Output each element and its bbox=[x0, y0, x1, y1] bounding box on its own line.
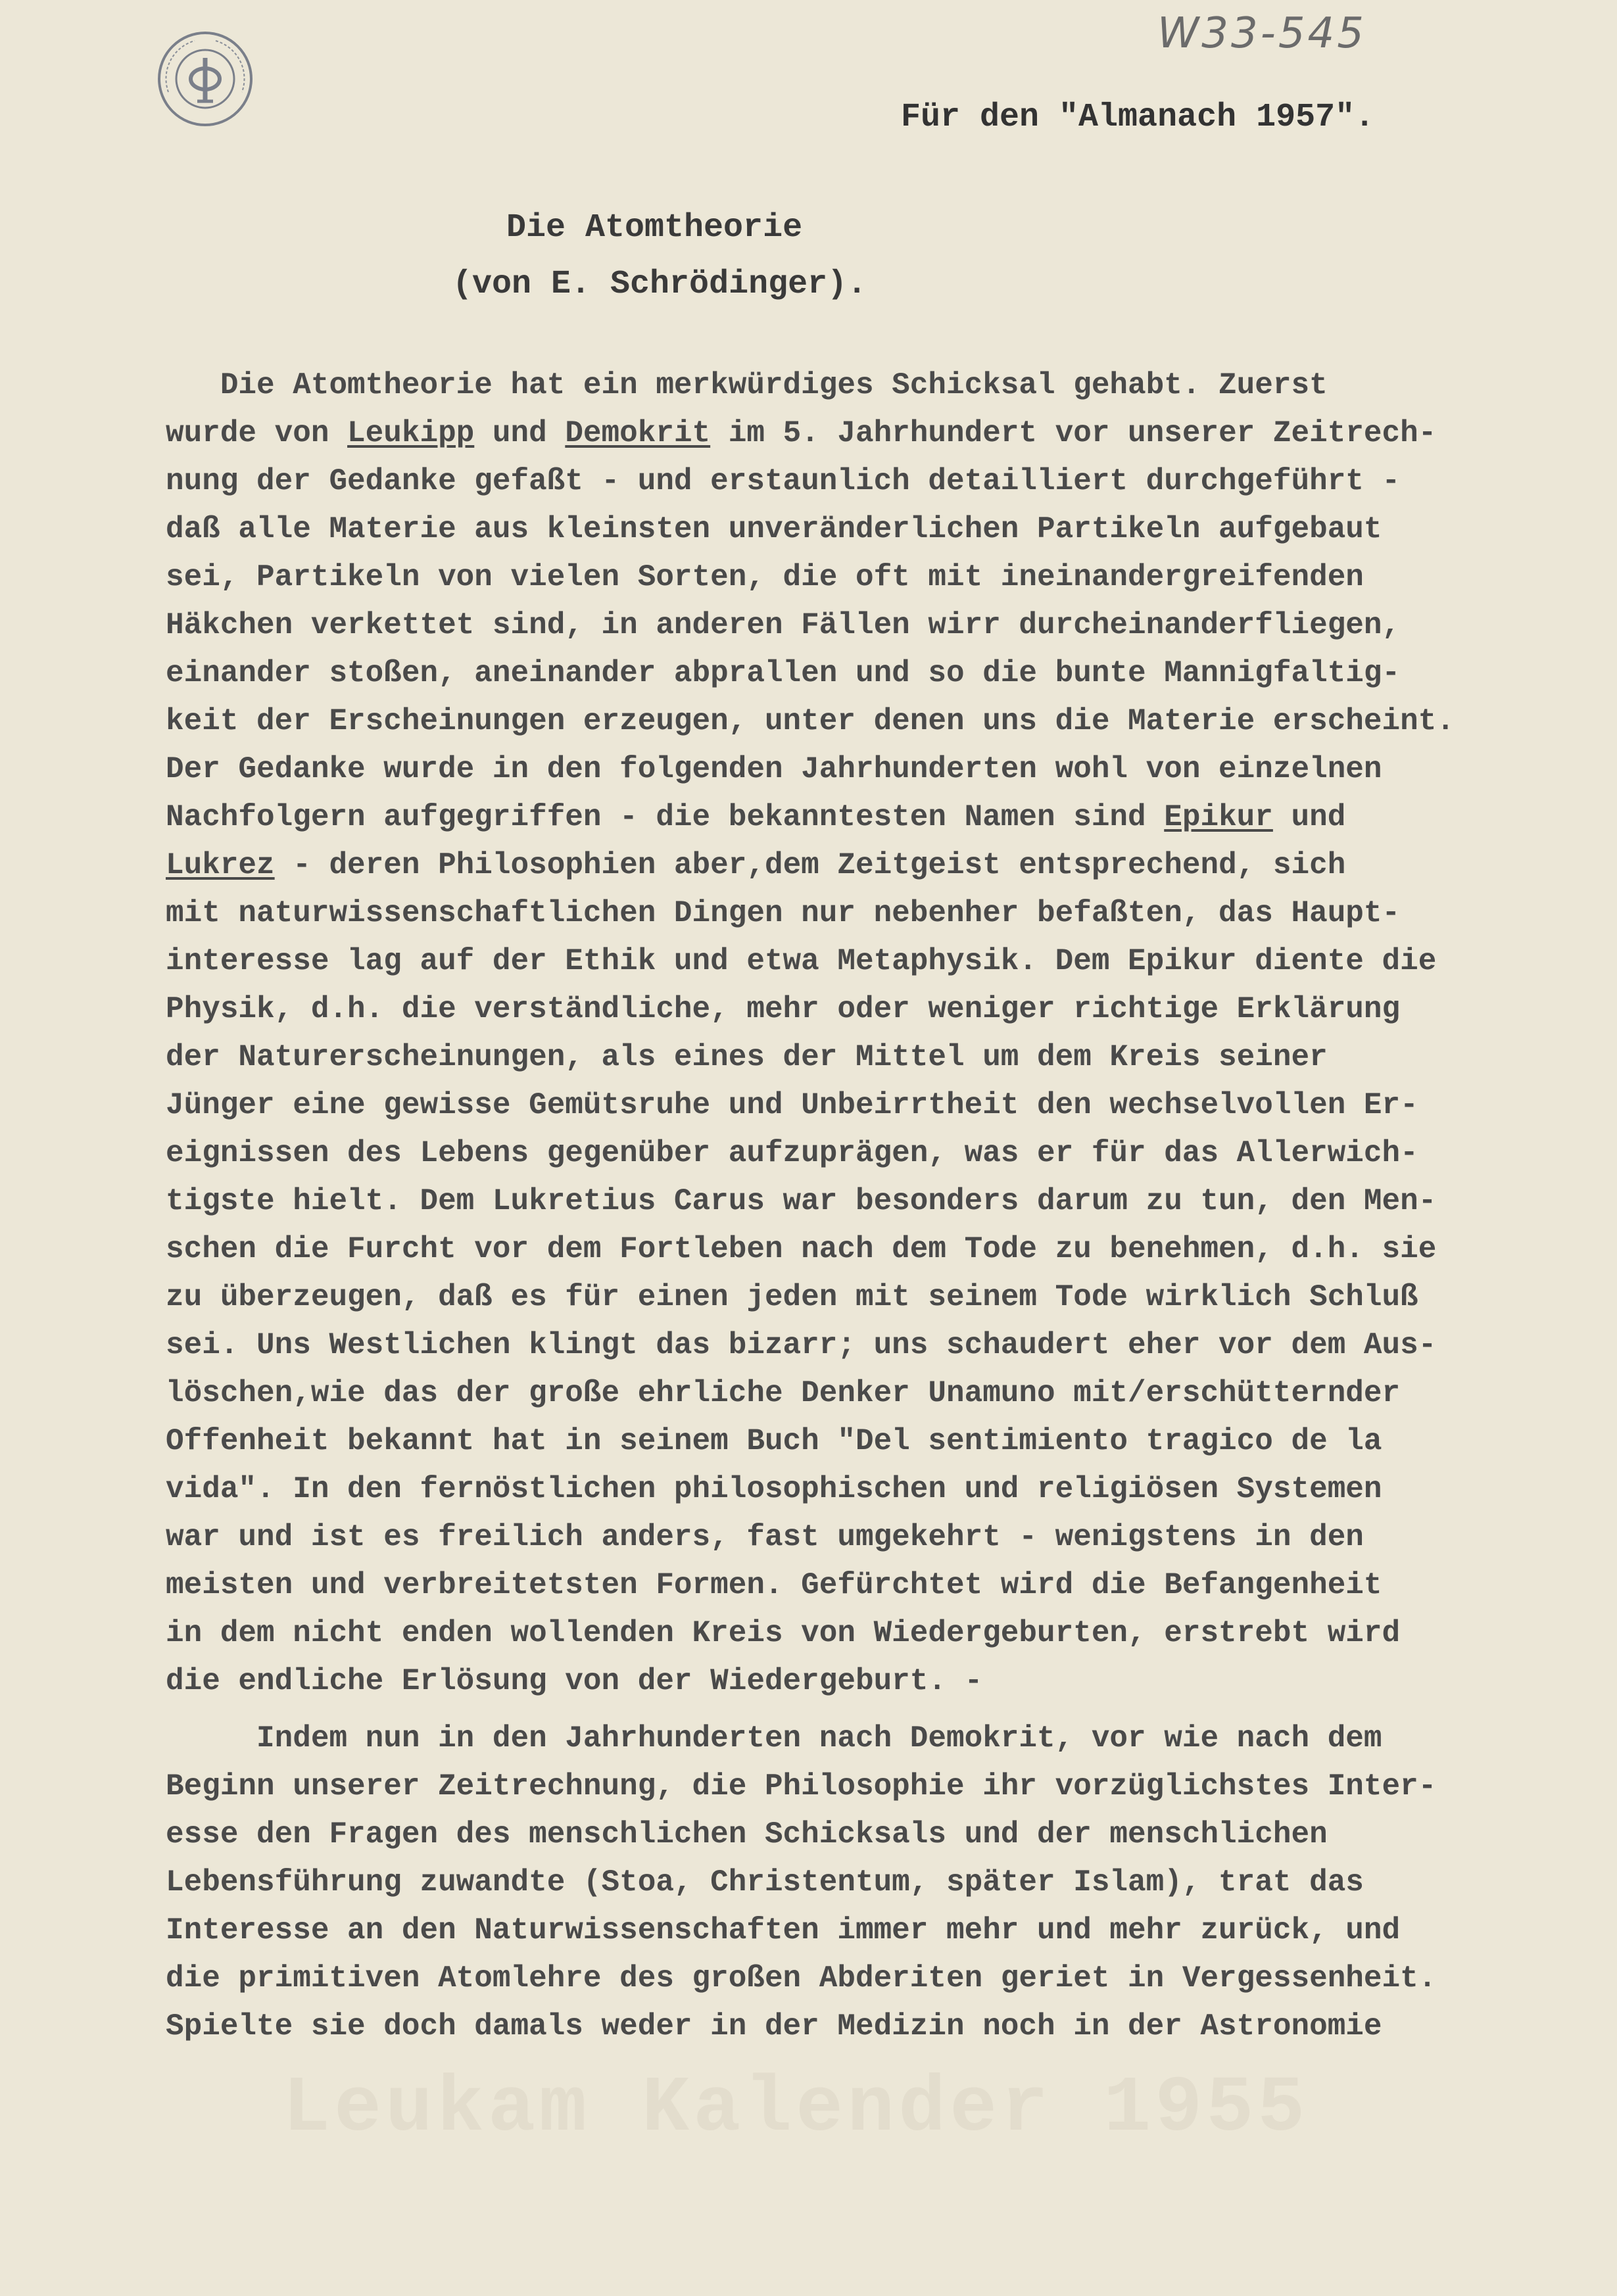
almanac-note: Für den "Almanach 1957". bbox=[901, 99, 1375, 136]
body-line: Offenheit bekannt hat in seinem Buch "Del sentimiento tragico de la bbox=[166, 1424, 1382, 1458]
body-line: mit naturwissenschaftlichen Dingen nur nebenher befaßten, das Haupt- bbox=[166, 896, 1401, 930]
body-line: sei. Uns Westlichen klingt das bizarr; uns schaudert eher vor dem Aus- bbox=[166, 1328, 1437, 1362]
body-line: Lebensführung zuwandte (Stoa, Christentum, später Islam), trat das bbox=[166, 1865, 1364, 1900]
body-line: Indem nun in den Jahrhunderten nach Demokrit, vor wie nach dem bbox=[166, 1721, 1382, 1756]
body-line: schen die Furcht vor dem Fortleben nach dem Tode zu benehmen, d.h. sie bbox=[166, 1232, 1437, 1266]
body-line: löschen,wie das der große ehrliche Denker Unamuno mit/erschütternder bbox=[166, 1376, 1401, 1410]
document-author: (von E. Schrödinger). bbox=[452, 266, 867, 303]
library-stamp bbox=[155, 29, 255, 129]
body-line: in dem nicht enden wollenden Kreis von Wiedergeburten, erstrebt wird bbox=[166, 1616, 1401, 1650]
archive-code: W33-545 bbox=[1157, 9, 1366, 58]
body-line: Häkchen verkettet sind, in anderen Fällen wirr durcheinanderfliegen, bbox=[166, 608, 1401, 642]
body-line: wurde von Leukipp und Demokrit im 5. Jahrhundert vor unserer Zeitrech- bbox=[166, 416, 1437, 450]
body-line: vida". In den fernöstlichen philosophischen und religiösen Systemen bbox=[166, 1472, 1382, 1506]
body-line: tigste hielt. Dem Lukretius Carus war besonders darum zu tun, den Men- bbox=[166, 1184, 1437, 1218]
body-line: die endliche Erlösung von der Wiedergeburt. - bbox=[166, 1664, 983, 1698]
body-line: war und ist es freilich anders, fast umgekehrt - wenigstens in den bbox=[166, 1520, 1364, 1554]
body-line: die primitiven Atomlehre des großen Abderiten geriet in Vergessenheit. bbox=[166, 1961, 1437, 1996]
body-line: eignissen des Lebens gegenüber aufzuprägen, was er für das Allerwich- bbox=[166, 1136, 1418, 1170]
body-line: nung der Gedanke gefaßt - und erstaunlich detailliert durchgeführt - bbox=[166, 464, 1401, 498]
body-line: sei, Partikeln von vielen Sorten, die oft mit ineinandergreifenden bbox=[166, 560, 1364, 594]
body-line: Beginn unserer Zeitrechnung, die Philosophie ihr vorzüglichstes Inter- bbox=[166, 1769, 1437, 1804]
body-line: einander stoßen, aneinander abprallen und so die bunte Mannigfaltig- bbox=[166, 656, 1401, 690]
body-line: zu überzeugen, daß es für einen jeden mit seinem Tode wirklich Schluß bbox=[166, 1280, 1418, 1314]
body-line: Jünger eine gewisse Gemütsruhe und Unbeirrtheit den wechselvollen Er- bbox=[166, 1088, 1418, 1122]
body-line: meisten und verbreitetsten Formen. Gefürchtet wird die Befangenheit bbox=[166, 1568, 1382, 1602]
body-line: daß alle Materie aus kleinsten unveränderlichen Partikeln aufgebaut bbox=[166, 512, 1382, 546]
body-line: interesse lag auf der Ethik und etwa Metaphysik. Dem Epikur diente die bbox=[166, 944, 1437, 978]
document-title: Die Atomtheorie bbox=[506, 209, 803, 247]
body-line: Die Atomtheorie hat ein merkwürdiges Schicksal gehabt. Zuerst bbox=[166, 368, 1328, 402]
body-line: der Naturerscheinungen, als eines der Mittel um dem Kreis seiner bbox=[166, 1040, 1328, 1074]
body-line: Nachfolgern aufgegriffen - die bekanntesten Namen sind Epikur und bbox=[166, 800, 1346, 834]
body-line: Spielte sie doch damals weder in der Medizin noch in der Astronomie bbox=[166, 2009, 1382, 2044]
body-line: esse den Fragen des menschlichen Schicksals und der menschlichen bbox=[166, 1817, 1328, 1852]
body-line: Lukrez - deren Philosophien aber,dem Zeitgeist entsprechend, sich bbox=[166, 848, 1346, 882]
body-line: Physik, d.h. die verständliche, mehr oder weniger richtige Erklärung bbox=[166, 992, 1401, 1026]
body-line: Der Gedanke wurde in den folgenden Jahrhunderten wohl von einzelnen bbox=[166, 752, 1382, 786]
body-line: keit der Erscheinungen erzeugen, unter denen uns die Materie erscheint. bbox=[166, 704, 1455, 738]
body-line: Interesse an den Naturwissenschaften immer mehr und mehr zurück, und bbox=[166, 1913, 1401, 1948]
paper-watermark: Leukam Kalender 1955 bbox=[283, 2065, 1309, 2154]
